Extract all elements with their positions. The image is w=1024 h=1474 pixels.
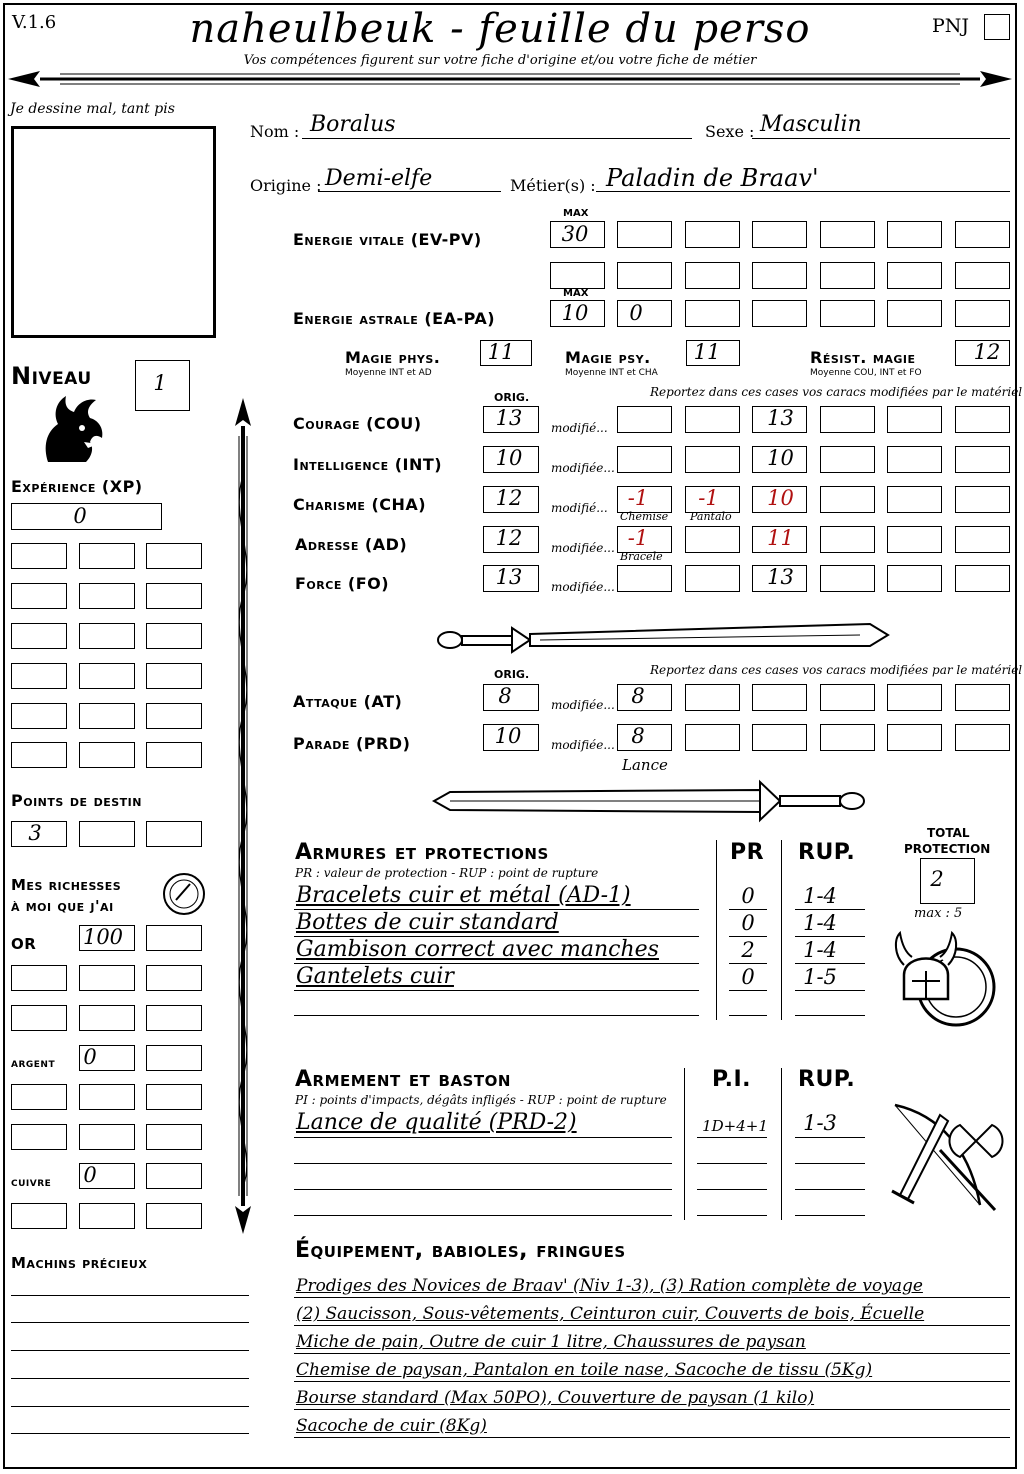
armement-title: Armement et baston (295, 1067, 511, 1092)
magie-psy-value: 11 (693, 340, 721, 364)
destin-value: 3 (28, 821, 42, 845)
carac-mod-box[interactable] (685, 565, 740, 592)
niveau-label: Niveau (11, 362, 92, 390)
carac-mod-label: modifiée... (551, 461, 615, 475)
combat-box[interactable] (820, 724, 875, 751)
equipement-rule (294, 1325, 1010, 1326)
armure-rup[interactable]: 1-4 (803, 884, 837, 908)
armure-line (795, 963, 865, 964)
combat-box[interactable] (887, 684, 942, 711)
armure-name[interactable]: Bottes de cuir standard (296, 910, 559, 935)
parade-label: Parade (PRD) (293, 734, 411, 753)
arme-line[interactable] (294, 1189, 672, 1190)
coin-icon (160, 870, 208, 918)
xp-box[interactable] (11, 742, 67, 768)
metier-label: Métier(s) : (510, 176, 596, 195)
origine-label: Origine : (250, 176, 322, 195)
carac-item-note: Bracele (620, 550, 663, 563)
orig-header: ORIG. (494, 391, 530, 404)
total-protection-box[interactable] (920, 858, 975, 904)
or-box[interactable] (146, 1005, 202, 1031)
armure-pr[interactable]: 2 (741, 938, 755, 962)
xp-box[interactable] (11, 663, 67, 689)
ev-box[interactable] (685, 262, 740, 289)
arme-line[interactable] (294, 1163, 672, 1164)
destin-box[interactable] (79, 821, 135, 847)
ev-box[interactable] (550, 262, 605, 289)
nom-value[interactable]: Boralus (310, 112, 396, 137)
attaque-mod-box[interactable] (617, 684, 672, 711)
equipement-rule (294, 1297, 1010, 1298)
metier-line (596, 191, 1010, 192)
sexe-label: Sexe : (705, 122, 755, 141)
xp-box[interactable] (146, 703, 202, 729)
combat-box[interactable] (887, 724, 942, 751)
armure-line (795, 936, 865, 937)
ev-box[interactable] (752, 262, 807, 289)
niveau-box[interactable] (135, 360, 190, 411)
portrait-caption: Je dessine mal, tant pis (10, 101, 175, 117)
sexe-value[interactable]: Masculin (760, 112, 862, 137)
metier-value[interactable]: Paladin de Braav' (606, 164, 819, 192)
destin-box[interactable] (146, 821, 202, 847)
pnj-checkbox[interactable] (984, 14, 1010, 40)
arme-line[interactable] (697, 1215, 767, 1216)
xp-box[interactable] (11, 623, 67, 649)
carac-mod-box[interactable] (685, 446, 740, 473)
machins-line[interactable] (11, 1322, 249, 1323)
equipement-rule (294, 1381, 1010, 1382)
armure-name[interactable]: Gantelets cuir (296, 964, 454, 989)
carac-box[interactable] (887, 406, 942, 433)
argent-box[interactable] (79, 1124, 135, 1150)
nom-label: Nom : (250, 122, 300, 141)
xp-box[interactable] (146, 623, 202, 649)
destin-label: Points de destin (11, 791, 142, 810)
carac-box[interactable] (820, 565, 875, 592)
sexe-line (752, 138, 1010, 139)
combat-note-header: Reportez dans ces cases vos caracs modifiées par le matériel (650, 663, 1023, 677)
equipement-line[interactable]: Miche de pain, Outre de cuir 1 litre, Chaussures de paysan (296, 1332, 806, 1352)
carac-orig-value: 13 (495, 406, 523, 430)
cuivre-box[interactable] (146, 1163, 202, 1189)
xp-box[interactable] (11, 703, 67, 729)
argent-box[interactable] (79, 1084, 135, 1110)
sword-icon (430, 776, 870, 826)
total-protection-max: max : 5 (914, 906, 963, 921)
xp-box[interactable] (146, 583, 202, 609)
arme-line[interactable] (697, 1189, 767, 1190)
cuivre-value: 0 (83, 1163, 97, 1187)
armure-pr[interactable]: 0 (741, 911, 755, 935)
ev-box[interactable] (617, 221, 672, 248)
equipement-line[interactable]: (2) Saucisson, Sous-vêtements, Ceinturon cuir, Couverts de bois, Écuelle (296, 1304, 925, 1324)
carac-final-value: 13 (767, 565, 794, 589)
armement-divider (781, 1068, 782, 1220)
dragon-icon (38, 392, 108, 464)
magie-psy-note: Moyenne INT et CHA (565, 368, 658, 378)
combat-box[interactable] (752, 724, 807, 751)
cuivre-box[interactable] (79, 1203, 135, 1229)
ea-box[interactable] (752, 300, 807, 327)
page-title: naheulbeuk - feuille du perso (189, 6, 811, 52)
resist-magie-note: Moyenne COU, INT et FO (810, 368, 922, 378)
combat-box[interactable] (955, 724, 1010, 751)
parade-mod-box[interactable] (617, 724, 672, 751)
arme-line (697, 1137, 767, 1138)
carac-mod-box[interactable] (617, 446, 672, 473)
nom-line (302, 138, 692, 139)
combat-box[interactable] (955, 684, 1010, 711)
xp-box[interactable] (79, 742, 135, 768)
richesses-label: Mes richesses (11, 876, 122, 894)
magie-phys-note: Moyenne INT et AD (345, 368, 432, 378)
argent-box[interactable] (11, 1124, 67, 1150)
armure-pr[interactable]: 0 (741, 965, 755, 989)
ev-label: Energie vitale (EV-PV) (293, 230, 482, 249)
ea-box[interactable] (955, 300, 1010, 327)
carac-mod-box[interactable] (617, 406, 672, 433)
armure-line (729, 909, 767, 910)
equipement-line[interactable]: Bourse standard (Max 50PO), Couverture de paysan (1 kilo) (296, 1388, 815, 1408)
xp-box[interactable] (79, 543, 135, 569)
carac-orig-box[interactable] (483, 526, 539, 553)
armure-line (795, 990, 865, 991)
ea-box[interactable] (617, 300, 672, 327)
armement-divider (684, 1068, 685, 1220)
armure-rup[interactable]: 1-4 (803, 911, 837, 935)
helmet-shield-icon (890, 925, 1000, 1035)
arme-line[interactable] (795, 1215, 865, 1216)
attaque-orig-box[interactable] (483, 684, 539, 711)
carac-mod-box[interactable] (617, 565, 672, 592)
magie-phys-box[interactable] (480, 340, 532, 366)
equipement-rule (294, 1437, 1010, 1438)
xp-box[interactable] (11, 583, 67, 609)
machins-line[interactable] (11, 1406, 249, 1407)
carac-mod-box[interactable] (685, 486, 740, 513)
attaque-orig-value: 8 (498, 684, 512, 708)
carac-box[interactable] (887, 486, 942, 513)
carac-orig-value: 10 (495, 446, 523, 470)
or-box[interactable] (79, 965, 135, 991)
carac-orig-box[interactable] (483, 565, 539, 592)
arme-line (294, 1137, 672, 1138)
carac-final-value: 10 (767, 486, 794, 510)
armure-rup[interactable]: 1-5 (803, 965, 837, 989)
carac-final-box[interactable] (752, 565, 807, 592)
carac-box[interactable] (887, 526, 942, 553)
carac-final-box[interactable] (752, 486, 807, 513)
ea-label: Energie astrale (EA-PA) (293, 309, 496, 328)
or-box[interactable] (146, 925, 202, 951)
machins-line[interactable] (11, 1433, 249, 1434)
cuivre-box[interactable] (11, 1203, 67, 1229)
xp-box[interactable] (11, 543, 67, 569)
arme-name[interactable]: Lance de qualité (PRD-2) (296, 1110, 577, 1135)
orig-header: ORIG. (494, 668, 530, 681)
carac-box[interactable] (955, 526, 1010, 553)
ea-max-label: MAX (563, 288, 589, 299)
total-protection-value: 2 (930, 867, 944, 891)
carac-mod-value: -1 (627, 486, 649, 510)
magie-psy-box[interactable] (686, 340, 740, 366)
equipement-line[interactable]: Chemise de paysan, Pantalon en toile nase, Sacoche de tissu (5Kg) (296, 1360, 873, 1380)
argent-label: argent (11, 1056, 56, 1071)
sword-icon (430, 610, 890, 660)
cuivre-label: cuivre (11, 1175, 52, 1190)
ev-box[interactable] (955, 221, 1010, 248)
arme-line[interactable] (795, 1163, 865, 1164)
carac-box[interactable] (820, 526, 875, 553)
machins-line[interactable] (11, 1350, 249, 1351)
argent-box[interactable] (11, 1084, 67, 1110)
carac-orig-box[interactable] (483, 446, 539, 473)
ea-box[interactable] (820, 300, 875, 327)
resist-magie-value: 12 (973, 340, 1001, 364)
machins-line[interactable] (11, 1295, 249, 1296)
armure-rup[interactable]: 1-4 (803, 938, 837, 962)
armure-name[interactable]: Bracelets cuir et métal (AD-1) (296, 883, 631, 908)
pi-header: P.I. (712, 1067, 751, 1092)
armure-line (795, 909, 865, 910)
parade-mod-label: modifiée... (551, 738, 615, 752)
carac-box[interactable] (820, 446, 875, 473)
parade-orig-box[interactable] (483, 724, 539, 751)
carac-mod-box[interactable] (617, 526, 672, 553)
carac-orig-box[interactable] (483, 486, 539, 513)
ea-box[interactable] (887, 300, 942, 327)
xp-box[interactable] (79, 703, 135, 729)
spear-icon (228, 396, 258, 1236)
carac-final-box[interactable] (752, 526, 807, 553)
machins-line[interactable] (11, 1378, 249, 1379)
argent-value: 0 (83, 1045, 97, 1069)
combat-box[interactable] (685, 684, 740, 711)
combat-weapon-note: Lance (622, 756, 668, 774)
argent-box[interactable] (146, 1045, 202, 1071)
pnj-label: PNJ (932, 15, 970, 37)
cuivre-box[interactable] (146, 1203, 202, 1229)
equipement-line[interactable]: Sacoche de cuir (8Kg) (296, 1416, 487, 1436)
xp-box[interactable] (146, 742, 202, 768)
carac-mod-label: modifiée... (551, 580, 615, 594)
or-box[interactable] (79, 1005, 135, 1031)
xp-box[interactable] (146, 663, 202, 689)
or-box[interactable] (146, 965, 202, 991)
armement-subtitle: PI : points d'impacts, dégâts infligés - RUP : point de rupture (295, 1093, 667, 1107)
or-box[interactable] (11, 965, 67, 991)
weapons-icon (880, 1095, 1005, 1215)
carac-box[interactable] (955, 446, 1010, 473)
arme-line[interactable] (795, 1189, 865, 1190)
ev-box[interactable] (752, 221, 807, 248)
xp-box[interactable] (79, 623, 135, 649)
xp-box[interactable] (79, 663, 135, 689)
resist-magie-box[interactable] (955, 340, 1010, 366)
pr-header: PR (730, 840, 765, 865)
ev-box[interactable] (887, 221, 942, 248)
combat-box[interactable] (685, 724, 740, 751)
xp-box[interactable] (79, 583, 135, 609)
version-label: V.1.6 (12, 12, 57, 33)
or-box[interactable] (79, 925, 135, 951)
armure-line[interactable] (294, 1015, 699, 1016)
machins-label: Machins précieux (11, 1254, 148, 1272)
equipement-title: Équipement, babioles, fringues (295, 1238, 626, 1263)
carac-box[interactable] (887, 446, 942, 473)
total-protection-label-2: PROTECTION (904, 842, 991, 856)
xp-value: 0 (73, 504, 87, 528)
carac-mod-label: modifiée... (551, 541, 615, 555)
ea-box[interactable] (685, 300, 740, 327)
carac-mod-box[interactable] (617, 486, 672, 513)
armures-divider (716, 840, 717, 1020)
or-box[interactable] (11, 1005, 67, 1031)
carac-mod-box[interactable] (685, 526, 740, 553)
combat-box[interactable] (752, 684, 807, 711)
carac-box[interactable] (955, 486, 1010, 513)
ev-box[interactable] (820, 262, 875, 289)
armures-divider (781, 840, 782, 1020)
armure-line[interactable] (729, 1015, 767, 1016)
armures-title: Armures et protections (295, 840, 549, 865)
ev-box[interactable] (685, 221, 740, 248)
magie-psy-label: Magie psy. (565, 348, 651, 367)
xp-label: Expérience (XP) (11, 477, 143, 496)
carac-mod-value: -1 (627, 526, 649, 550)
xp-box[interactable] (146, 543, 202, 569)
origine-value[interactable]: Demi-elfe (325, 166, 433, 191)
argent-box[interactable] (79, 1045, 135, 1071)
carac-label: Adresse (AD) (295, 535, 408, 554)
cuivre-box[interactable] (79, 1163, 135, 1189)
ev-max-value: 30 (561, 222, 589, 246)
parade-orig-value: 10 (494, 724, 522, 748)
ev-box[interactable] (617, 262, 672, 289)
carac-final-value: 13 (767, 406, 794, 430)
destin-box[interactable] (11, 821, 67, 847)
arme-line (795, 1137, 865, 1138)
attaque-label: Attaque (AT) (293, 692, 403, 711)
armure-line (294, 990, 699, 991)
magie-phys-label: Magie phys. (345, 348, 441, 367)
carac-final-box[interactable] (752, 406, 807, 433)
carac-mod-label: modifié... (551, 501, 608, 515)
richesses-label-2: à moi que j'ai (11, 897, 114, 915)
armure-line (729, 990, 767, 991)
total-protection-label: TOTAL (927, 826, 970, 840)
ea-current-value: 0 (629, 301, 643, 325)
armures-subtitle: PR : valeur de protection - RUP : point de rupture (295, 866, 599, 880)
spear-divider-icon (0, 62, 1024, 92)
carac-box[interactable] (955, 406, 1010, 433)
armure-name[interactable]: Gambison correct avec manches (296, 937, 659, 962)
xp-box[interactable] (11, 503, 162, 530)
carac-box[interactable] (887, 565, 942, 592)
carac-final-value: 11 (767, 526, 794, 550)
attaque-mod-label: modifiée... (551, 698, 615, 712)
ea-max-value: 10 (561, 301, 589, 325)
argent-box[interactable] (146, 1084, 202, 1110)
page-subtitle: Vos compétences figurent sur votre fiche d'origine et/ou votre fiche de métier (243, 53, 757, 68)
carac-item-note: Pantalo (690, 510, 732, 523)
origine-line (318, 191, 501, 192)
carac-box[interactable] (820, 406, 875, 433)
carac-orig-box[interactable] (483, 406, 539, 433)
argent-box[interactable] (146, 1124, 202, 1150)
ev-box[interactable] (820, 221, 875, 248)
carac-orig-value: 12 (495, 526, 523, 550)
resist-magie-label: Résist. magie (810, 348, 916, 367)
ea-max-box[interactable] (550, 300, 605, 327)
equipement-rule (294, 1353, 1010, 1354)
combat-box[interactable] (820, 684, 875, 711)
carac-mod-label: modifié... (551, 421, 608, 435)
carac-box[interactable] (820, 486, 875, 513)
equipement-line[interactable]: Prodiges des Novices de Braav' (Niv 1-3), (3) Ration complète de voyage (296, 1276, 923, 1296)
carac-label: Charisme (CHA) (293, 495, 427, 514)
arme-pi[interactable]: 1D+4+1 (702, 1117, 768, 1135)
equipement-rule (294, 1409, 1010, 1410)
carac-final-box[interactable] (752, 446, 807, 473)
carac-label: Force (FO) (295, 574, 390, 593)
arme-line[interactable] (294, 1215, 672, 1216)
carac-mod-value: -1 (698, 486, 719, 510)
ev-max-label: MAX (563, 208, 589, 219)
armure-line (729, 963, 767, 964)
carac-orig-value: 12 (495, 486, 523, 510)
carac-item-note: Chemise (620, 510, 669, 523)
attaque-mod-value: 8 (631, 684, 645, 708)
armures-rup-header: RUP. (798, 840, 856, 865)
carac-label: Intelligence (INT) (293, 455, 443, 474)
armure-line (729, 936, 767, 937)
carac-final-value: 10 (767, 446, 794, 470)
or-label: OR (11, 935, 37, 953)
armement-rup-header: RUP. (798, 1067, 856, 1092)
or-value: 100 (82, 925, 124, 949)
armure-pr[interactable]: 0 (741, 884, 755, 908)
parade-mod-value: 8 (631, 724, 645, 748)
ev-box[interactable] (887, 262, 942, 289)
niveau-value: 1 (153, 371, 167, 395)
carac-mod-box[interactable] (685, 406, 740, 433)
magie-phys-value: 11 (487, 340, 515, 364)
arme-line[interactable] (697, 1163, 767, 1164)
arme-rup[interactable]: 1-3 (803, 1111, 837, 1135)
carac-label: Courage (COU) (293, 414, 422, 433)
carac-note: Reportez dans ces cases vos caracs modifiées par le matériel (650, 385, 1023, 399)
carac-box[interactable] (955, 565, 1010, 592)
armure-line[interactable] (795, 1015, 865, 1016)
carac-orig-value: 13 (495, 565, 523, 589)
portrait-box[interactable] (11, 126, 216, 338)
ev-max-box[interactable] (550, 221, 605, 248)
ev-box[interactable] (955, 262, 1010, 289)
